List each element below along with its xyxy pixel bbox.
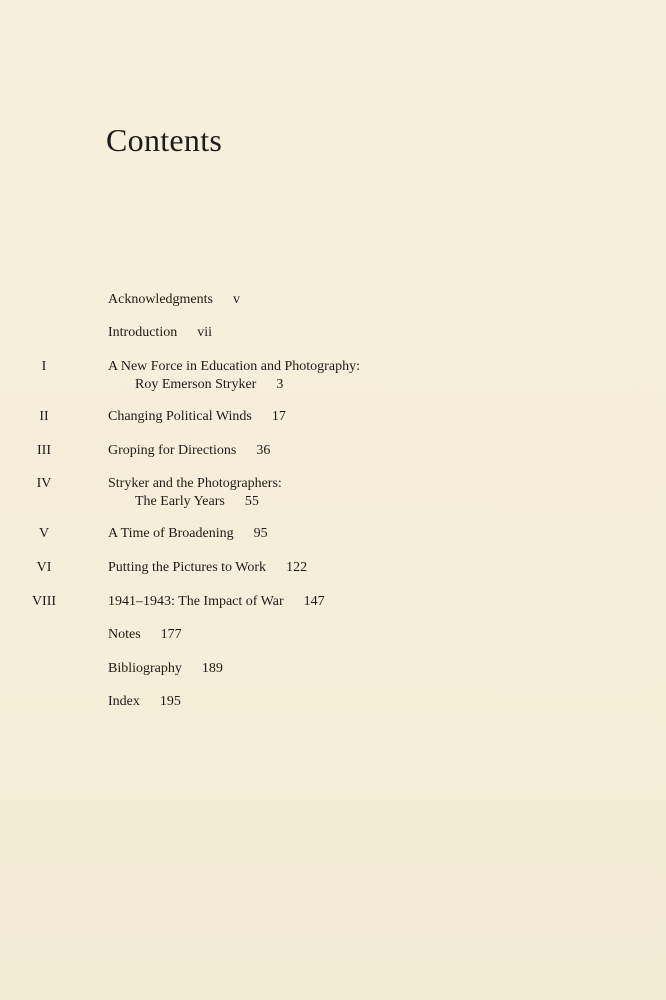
toc-entry-subtitle: Roy Emerson Stryker — [135, 377, 257, 392]
toc-entry-text — [108, 626, 182, 644]
chapter-numeral: II — [39, 409, 49, 424]
toc-page-number: 177 — [160, 627, 182, 642]
toc-entry-title: Bibliography — [108, 661, 182, 676]
chapter-numeral: VI — [36, 560, 52, 575]
toc-page-number: 147 — [303, 594, 325, 609]
toc-entry-text — [108, 525, 268, 543]
toc-page-number: vii — [197, 325, 212, 340]
toc-entry-subtitle: The Early Years — [135, 494, 225, 509]
toc-page-number: 95 — [253, 526, 268, 541]
toc-page-number: 36 — [256, 443, 271, 458]
toc-entry-title: Introduction — [108, 325, 178, 340]
toc-entry-text — [108, 593, 325, 611]
toc-entry-title: Changing Political Winds — [108, 409, 252, 424]
chapter-numeral: IV — [36, 476, 52, 491]
toc-entry-title: Stryker and the Photographers: — [108, 476, 282, 491]
toc-entry-title: A Time of Broadening — [108, 526, 234, 541]
toc-entry-text — [108, 442, 270, 460]
toc-page-number: 122 — [286, 560, 308, 575]
toc-entry-title: Notes — [108, 627, 141, 642]
chapter-numeral: VIII — [31, 594, 57, 609]
toc-entry-text — [108, 475, 282, 493]
chapter-numeral: I — [41, 359, 47, 374]
toc-entry-subtitle-line — [135, 493, 259, 511]
toc-page-number: 55 — [244, 494, 259, 509]
toc-entry-text — [108, 291, 240, 309]
toc-entry-text — [108, 324, 212, 342]
chapter-numeral: III — [37, 443, 51, 458]
toc-entry-title: Putting the Pictures to Work — [108, 560, 267, 575]
chapter-numeral: V — [38, 526, 50, 541]
toc-entry-text — [108, 660, 223, 678]
toc-entry-subtitle-line — [135, 376, 283, 394]
toc-entry-title: Groping for Directions — [108, 443, 237, 458]
toc-entry-title: Acknowledgments — [108, 292, 213, 307]
toc-page-number: 3 — [276, 377, 284, 392]
toc-page-number: v — [232, 292, 240, 307]
toc-entry-title: 1941–1943: The Impact of War — [108, 594, 284, 609]
toc-entry-title: A New Force in Education and Photography: — [108, 359, 360, 374]
toc-entry-text — [108, 358, 360, 376]
page-title: Contents — [106, 122, 223, 158]
toc-entry-text — [108, 559, 307, 577]
toc-page-number: 195 — [159, 694, 181, 709]
toc-entry-text — [108, 408, 286, 426]
toc-page-number: 189 — [201, 661, 223, 676]
toc-page-number: 17 — [271, 409, 286, 424]
toc-entry-text — [108, 693, 181, 711]
toc-entry-title: Index — [108, 694, 140, 709]
